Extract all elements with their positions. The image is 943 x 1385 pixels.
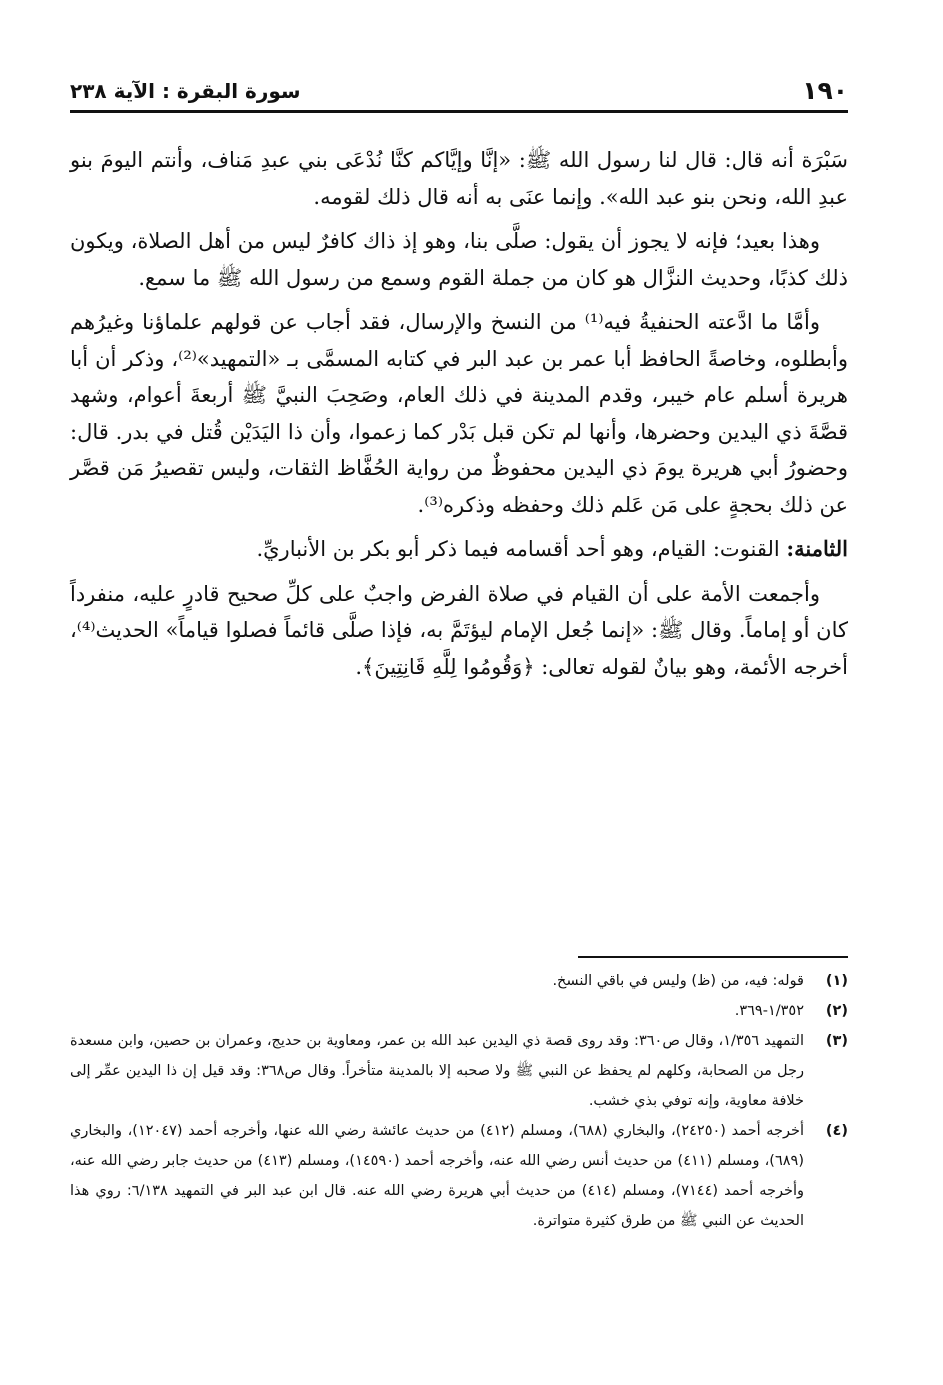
footnote-text: أخرجه أحمد (٢٤٢٥٠)، والبخاري (٦٨٨)، ومسلم (٤١٢) من حديث عائشة رضي الله عنها، وأخرجه أحمد (١٢٠٤٧)، والبخاري (٦٨٩)، ومسلم (٤١١) من حديث أنس رضي الله عنه، وأخرجه أحمد (١٤٥٩٠)، ومسلم (٤١٣) من حديث جابر رضي الله عنه، وأخرجه أحمد (٧١٤٤)، ومسلم (٤١٤) من حديث أبي هريرة رضي الله عنه. قال ابن عبد البر في التمهيد ٦/١٣٨: روي هذا الحديث عن النبي ﷺ من طرق كثيرة متواترة. — [70, 1123, 805, 1229]
header-rule — [70, 110, 848, 113]
paragraph-text: وأمَّا ما ادَّعته الحنفيةُ فيه⁽¹⁾ من النسخ والإرسال، فقد أجاب عن قولهم علماؤنا وغيرُهم وأبطلوه، وخاصةً الحافظ أبا عمر بن عبد البر في كتابه المسمَّى بـ «التمهيد»⁽²⁾، وذكر أن أبا هريرة أسلم عام خيبر، وقدم المدينة في ذلك العام، وصَحِبَ النبيَّ ﷺ أربعةَ أعوام، وشهد قصَّةَ ذي اليدين وحضرها، وأنها لم تكن قبل بَدْر كما زعموا، وأن ذا اليَدَيْن قُتل في بدر. قال: وحضورُ أبي هريرة يومَ ذي اليدين محفوظٌ من رواية الحُفَّاظ الثقات، وليس تقصيرُ مَن قصَّر عن ذلك بحجةٍ على مَن عَلم ذلك وحفظه وذكره⁽³⁾. — [70, 310, 848, 517]
footnote-number: (١) — [825, 973, 848, 989]
paragraph-text: وهذا بعيد؛ فإنه لا يجوز أن يقول: صلَّى بنا، وهو إذ ذاك كافرٌ ليس من أهل الصلاة، ويكون ذلك كذبًا، وحديث النزَّال هو كان من جملة القوم وسمع من رسول الله ﷺ ما سمع. — [70, 229, 848, 290]
footnote-text: قوله: فيه، من (ظ) وليس في باقي النسخ. — [552, 973, 804, 989]
page-number: ١٩٠ — [802, 76, 848, 105]
paragraph — [70, 531, 848, 568]
paragraph — [70, 223, 848, 296]
paragraph-text: سَبْرَة أنه قال: قال لنا رسول الله ﷺ: «إنَّا وإيَّاكم كنَّا نُدْعَى بني عبدِ مَناف، وأنتم اليومَ بنو عبدِ الله، ونحن بنو عبد الله». وإنما عنَى به أنه قال ذلك لقومه. — [70, 148, 848, 209]
footnote-number: (٣) — [825, 1033, 848, 1049]
footnote — [70, 1026, 848, 1116]
paragraph-text: القنوت: القيام، وهو أحد أقسامه فيما ذكر أبو بكر بن الأنباريِّ. — [256, 537, 787, 561]
paragraph — [70, 142, 848, 215]
footnote-number: (٢) — [825, 1003, 848, 1019]
footnote — [70, 966, 848, 996]
main-text — [70, 142, 848, 693]
footnote-text: التمهيد ١/٣٥٦، وقال ص٣٦٠: وقد روى قصة ذي اليدين عبد الله بن عمر، ومعاوية بن حديج، وعمران بن حصين، وابن مسعدة رجل من الصحابة، وكلهم لم يحفظ عن النبي ﷺ ولا صحبه إلا بالمدينة متأخراً. وقال ص٣٦٨: وقد قيل إن ذا اليدين عمِّر إلى خلافة معاوية، وإنه توفي بذي خشب. — [70, 1033, 804, 1109]
paragraph — [70, 576, 848, 686]
paragraph-text: وأجمعت الأمة على أن القيام في صلاة الفرض واجبٌ على كلِّ صحيح قادرٍ عليه، منفرداً كان أو إماماً. وقال ﷺ: «إنما جُعل الإمام ليؤتَمَّ به، فإذا صلَّى قائماً فصلوا قياماً» الحديث⁽⁴⁾، أخرجه الأئمة، وهو بيانٌ لقوله تعالى: ﴿وَقُومُوا لِلَّهِ قَانِتِينَ﴾. — [70, 581, 848, 679]
footnote — [70, 1116, 848, 1236]
footnote-separator — [578, 956, 848, 958]
footnote — [70, 996, 848, 1026]
paragraph — [70, 304, 848, 523]
running-title: سورة البقرة : الآية ٢٣٨ — [70, 79, 301, 103]
footnotes — [70, 966, 848, 1236]
footnote-number: (٤) — [825, 1123, 848, 1139]
page-header — [70, 66, 848, 106]
footnote-text: ١/٣٥٢-٣٦٩. — [734, 1003, 804, 1019]
paragraph-lead: الثامنة: — [786, 536, 848, 561]
